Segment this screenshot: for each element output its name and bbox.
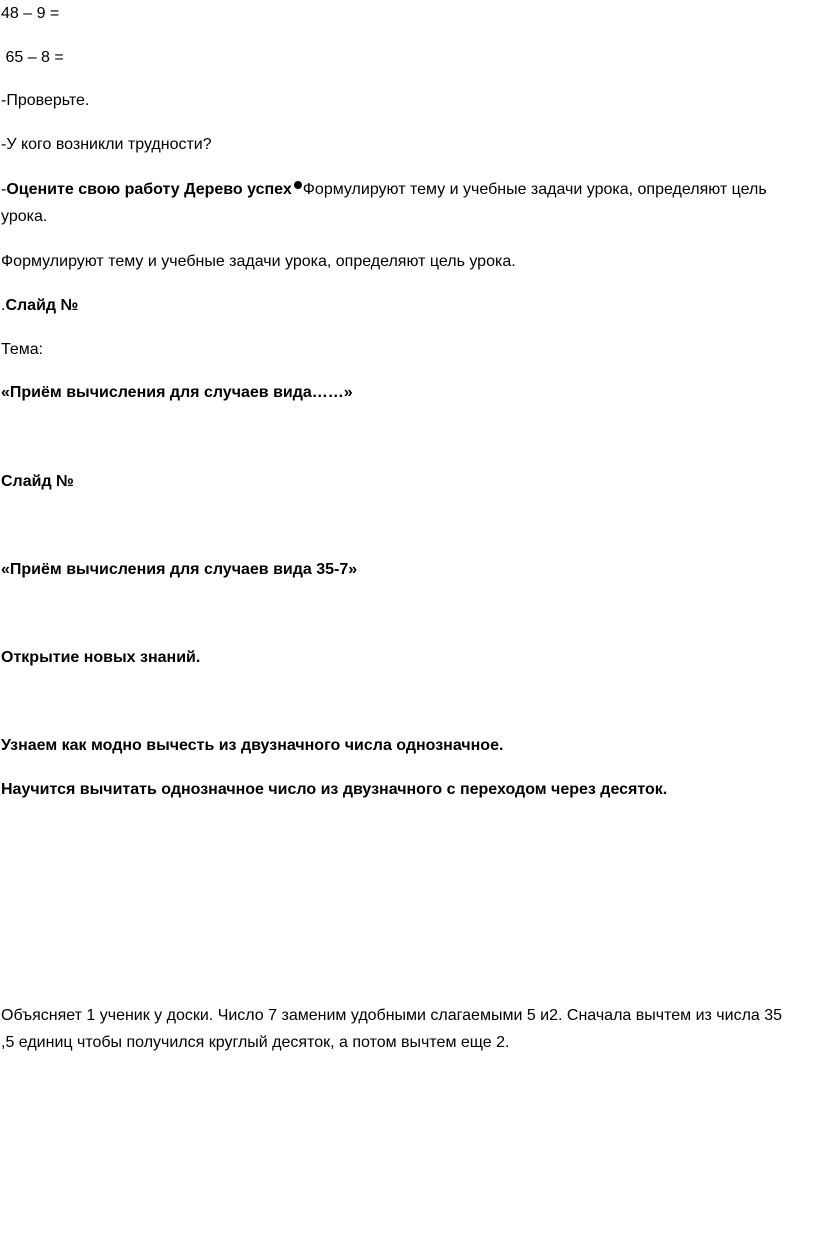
lesson-goal-text: Формулируют тему и учебные задачи урока, определяют цель урока. [1,253,516,270]
topic-title: «Приём вычисления для случаев вида 35-7» [1,561,358,578]
slide-number-dot: . [1,297,6,314]
section-heading-new-knowledge: Открытие новых знаний. [1,649,201,666]
self-assessment-bold: Оцените свою работу Дерево успех [6,181,292,198]
slide-number-2: Слайд № [1,473,74,490]
slide-number-1 [1,296,78,316]
goal-learn-subtract: Узнаем как модно вычесть из двузначного числа однозначное. [1,737,504,754]
expression-65-minus-8: 65 – 8 = [1,49,64,66]
explanation-paragraph: Объясняет 1 ученик у доски. Число 7 заменим удобными слагаемыми 5 и2. Сначала вычтем из числа 35 ,5 единиц чтобы получился круглый десяток, а потом вычтем еще 2. [1,1007,783,1051]
bullet-icon [294,181,302,189]
topic-title-placeholder: «Приём вычисления для случаев вида……» [1,384,353,401]
goal-subtract-with-carry: Научится вычитать однозначное число из двузначного с переходом через десяток. [1,781,668,798]
self-assessment-dash: - [1,181,7,198]
self-assessment-rest: Формулируют тему и учебные задачи урока, определяют цель урока. [1,181,767,225]
topic-label: Тема: [1,341,44,358]
difficulty-question: -У кого возникли трудности? [1,136,212,153]
slide-number-label: Слайд № [5,297,79,314]
self-assessment-paragraph [1,176,791,230]
check-instruction: -Проверьте. [1,92,90,109]
expression-48-minus-9: 48 – 9 = [1,5,60,22]
